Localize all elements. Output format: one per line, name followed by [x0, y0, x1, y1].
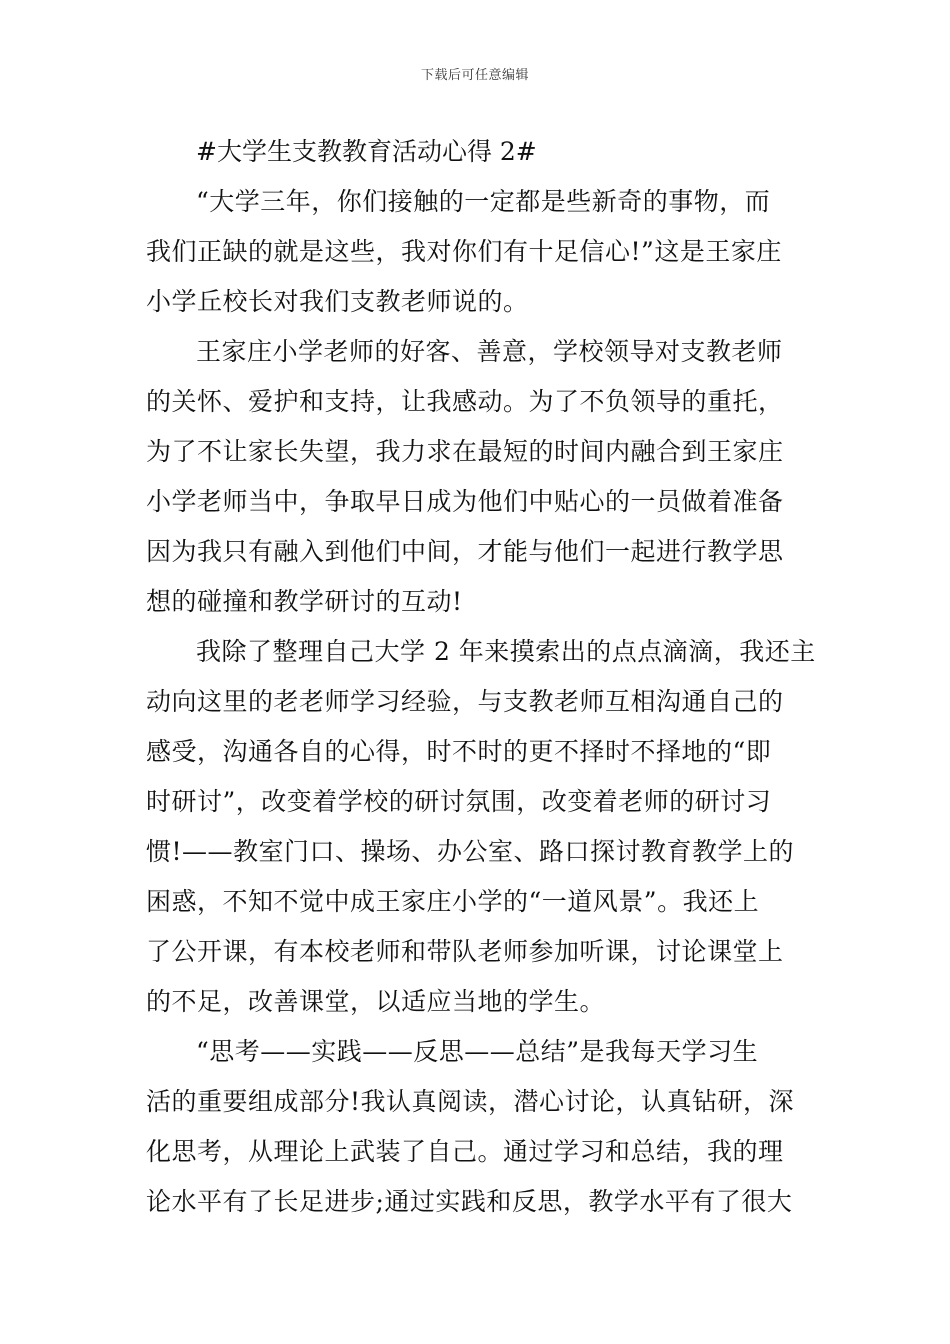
text-line: 小学老师当中，争取早日成为他们中贴心的一员做着准备 — [146, 487, 784, 516]
text-line: 了公开课，有本校老师和带队老师参加听课，讨论课堂上 — [146, 937, 784, 966]
text-line: 感受，沟通各自的心得，时不时的更不择时不择地的“即 — [146, 737, 772, 766]
text-line: 活的重要组成部分!我认真阅读，潜心讨论，认真钻研，深 — [146, 1087, 795, 1116]
text-line: 时研讨”，改变着学校的研讨氛围，改变着老师的研讨习 — [146, 787, 772, 816]
text-line: 惯!——教室门口、操场、办公室、路口探讨教育教学上的 — [146, 837, 795, 866]
header-note: 下载后可任意编辑 — [420, 68, 529, 83]
text-line: 论水平有了长足进步;通过实践和反思，教学水平有了很大 — [146, 1187, 793, 1216]
text-line: 王家庄小学老师的好客、善意，学校领导对支教老师 — [196, 337, 783, 366]
text-line: 想的碰撞和教学研讨的互动! — [146, 587, 463, 616]
text-line: 化思考，从理论上武装了自己。通过学习和总结，我的理 — [146, 1137, 784, 1166]
text-line: 困惑，不知不觉中成王家庄小学的“一道风景”。我还上 — [146, 887, 760, 916]
text-line: 我们正缺的就是这些，我对你们有十足信心!”这是王家庄 — [146, 237, 782, 266]
document-title: #大学生支教教育活动心得 2# — [196, 137, 537, 166]
text-line: 的关怀、爱护和支持，让我感动。为了不负领导的重托， — [146, 387, 784, 416]
text-line: 为了不让家长失望，我力求在最短的时间内融合到王家庄 — [146, 437, 784, 466]
text-line: 我除了整理自己大学 2 年来摸索出的点点滴滴，我还主 — [196, 637, 816, 666]
text-line: 因为我只有融入到他们中间，才能与他们一起进行教学思 — [146, 537, 784, 566]
text-line: “思考——实践——反思——总结”是我每天学习生 — [196, 1037, 759, 1066]
text-line: 小学丘校长对我们支教老师说的。 — [146, 287, 529, 316]
text-line: “大学三年，你们接触的一定都是些新奇的事物，而 — [196, 187, 771, 216]
text-line: 的不足，改善课堂，以适应当地的学生。 — [146, 987, 606, 1016]
text-line: 动向这里的老老师学习经验，与支教老师互相沟通自己的 — [146, 687, 784, 716]
